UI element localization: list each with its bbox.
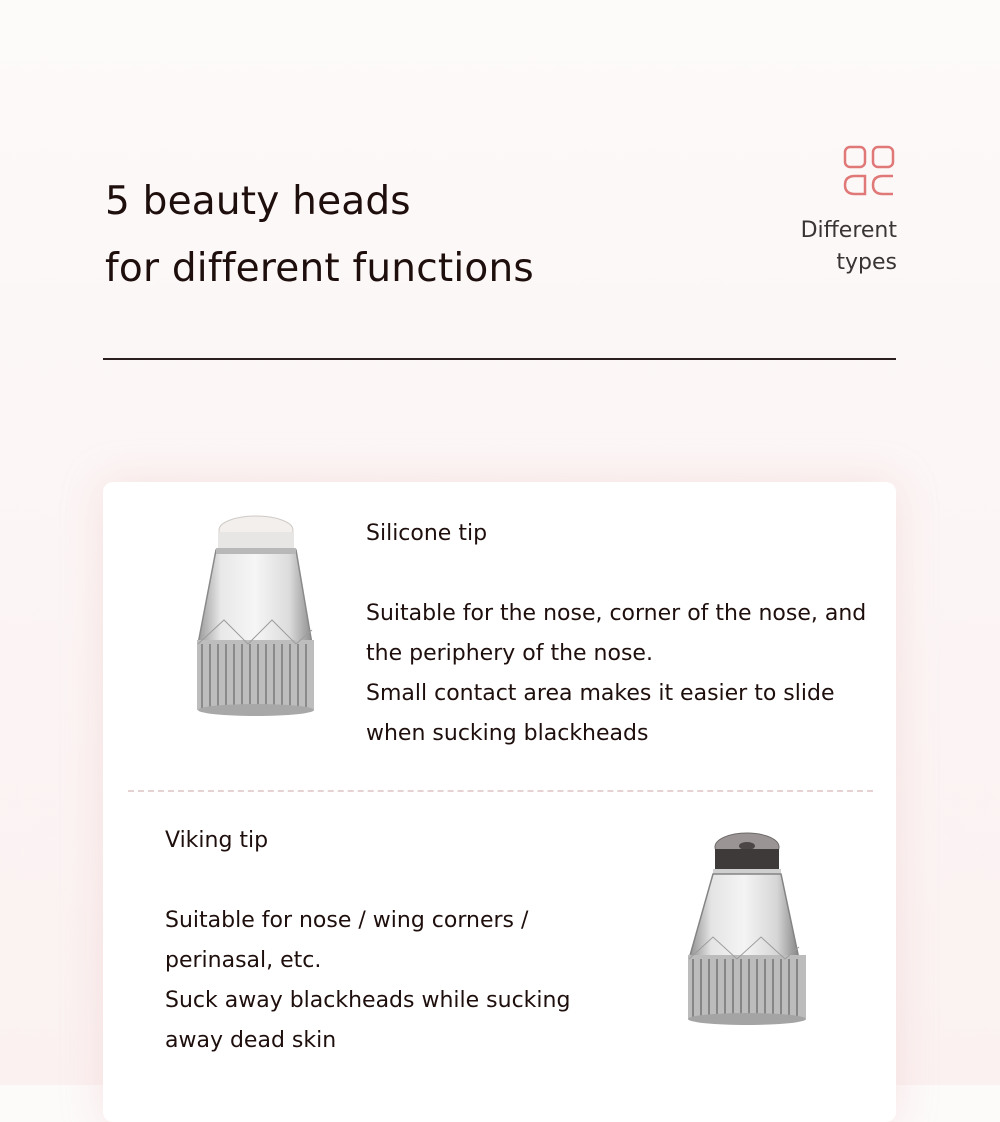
silicone-tip-line: when sucking blackheads: [366, 721, 649, 746]
viking-tip-line: perinasal, etc.: [165, 948, 322, 973]
section-divider: [103, 358, 896, 360]
different-types-badge: [757, 145, 897, 279]
silicone-tip-line: Small contact area makes it easier to slide: [366, 681, 835, 706]
badge-line-1: Different: [800, 218, 897, 243]
silicone-tip-line: the periphery of the nose.: [366, 641, 653, 666]
tips-card: [103, 482, 896, 1122]
silicone-tip-description: [366, 514, 866, 754]
badge-line-2: types: [836, 250, 897, 275]
viking-tip-title: Viking tip: [165, 828, 269, 853]
silicone-tip-title: Silicone tip: [366, 521, 488, 546]
silicone-tip-line: Suitable for the nose, corner of the nose, and: [366, 601, 867, 626]
viking-tip-line: Suck away blackheads while sucking: [165, 988, 571, 1013]
four-squares-icon: [757, 145, 897, 197]
headline-line-1: 5 beauty heads: [105, 179, 411, 224]
silicone-tip-image: [188, 512, 323, 782]
viking-tip-line: away dead skin: [165, 1028, 337, 1053]
headline-line-2: for different functions: [105, 246, 534, 291]
dashed-separator: [128, 790, 873, 792]
viking-tip-line: Suitable for nose / wing corners /: [165, 908, 529, 933]
viking-tip-image: [681, 827, 816, 1067]
headline: [105, 168, 534, 302]
viking-tip-description: [165, 821, 570, 1061]
